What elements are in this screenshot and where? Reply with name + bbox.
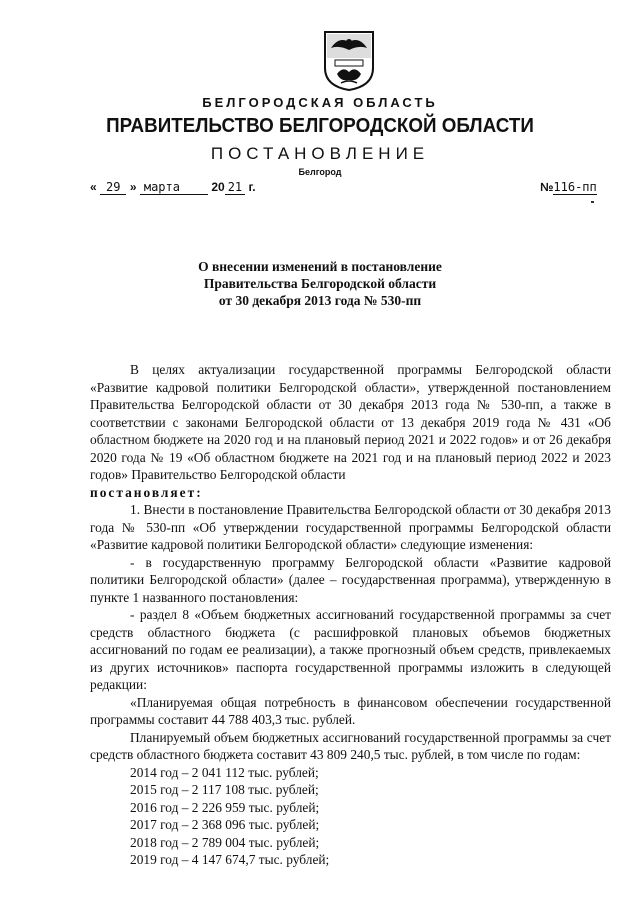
- paragraph-regional-budget: Планируемый объем бюджетных ассигнований государственной программы за счет средств областного бюджета составит 43 809 240,5 тыс. рублей, в том числе по годам:: [90, 729, 611, 762]
- scan-mark: [591, 201, 594, 203]
- year-line: 2017 год – 2 368 096 тыс. рублей;: [130, 817, 320, 832]
- year-line: 2019 год – 4 147 674,7 тыс. рублей;: [130, 852, 330, 867]
- date-year-prefix: 20: [211, 180, 225, 194]
- document-type: ПОСТАНОВЛЕНИЕ: [210, 144, 430, 163]
- date-month: марта: [140, 180, 208, 195]
- government-name: ПРАВИТЕЛЬСТВО БЕЛГОРОДСКОЙ ОБЛАСТИ: [106, 115, 534, 137]
- resolves-word: постановляет:: [90, 484, 203, 500]
- number-prefix: №: [540, 180, 554, 194]
- title-line-2: Правительства Белгородской области: [203, 276, 437, 291]
- title-line-1: О внесении изменений в постановление: [198, 259, 442, 274]
- date-year-suffix: 21: [225, 180, 245, 195]
- date-close-quote: »: [129, 180, 137, 194]
- document-number: [540, 180, 597, 194]
- city-name: Белгород: [298, 167, 342, 177]
- date-year-end: г.: [248, 180, 256, 194]
- year-line: 2014 год – 2 041 112 тыс. рублей;: [130, 764, 319, 780]
- document-title: [0, 258, 640, 309]
- coat-of-arms-icon: [323, 30, 375, 92]
- date-open-quote: «: [90, 180, 97, 194]
- paragraph-program-changes: - в государственную программу Белгородской области «Развитие кадровой политики Белгородской области» (далее – государственная программа), утвержденную в пункте 1 названного постановления:: [90, 554, 611, 605]
- paragraph-total-need: «Планируемая общая потребность в финансовом обеспечении государственной программы составит 44 788 403,3 тыс. рублей.: [90, 694, 611, 727]
- paragraph-item-1: 1. Внести в постановление Правительства Белгородской области от 30 декабря 2013 года № 530-пп «Об утверждении государственной программы Белгородской области «Развитие кадровой политики Белгородской области» следующие изменения:: [90, 502, 611, 552]
- year-line: 2015 год – 2 117 108 тыс. рублей;: [130, 782, 319, 797]
- region-name: БЕЛГОРОДСКАЯ ОБЛАСТЬ: [202, 95, 438, 110]
- date-day: 29: [100, 180, 126, 195]
- document-date: [90, 180, 256, 194]
- year-line: 2016 год – 2 226 959 тыс. рублей;: [130, 799, 320, 815]
- title-line-3: от 30 декабря 2013 года № 530-пп: [218, 293, 422, 308]
- paragraph-section-8: - раздел 8 «Объем бюджетных ассигнований государственной программы за счет средств областного бюджета (с расшифровкой плановых объемов бюджетных ассигнований по годам ее реализации), а также прогнозный объем средств, привлекаемых из других источников» паспорта государственной программы изложить в следующей редакции:: [90, 607, 611, 692]
- paragraph-preamble: В целях актуализации государственной программы Белгородской области «Развитие кадровой политики Белгородской области», утвержденной постановлением Правительства Белгородской области от 30 декабря 2013 года № 530-пп, а также в соответствии с законами Белгородской области от 13 декабря 2019 года № 431 «Об областном бюджете на 2020 год и на плановый период 2021 и 2022 годов» и от 26 декабря 2020 года № 19 «Об областном бюджете на 2021 год и на плановый период 2022 и 2023 годов» Правительство Белгородской области: [90, 362, 611, 482]
- document-body: [90, 361, 611, 869]
- year-line: 2018 год – 2 789 004 тыс. рублей;: [130, 834, 320, 850]
- number-value: 116-пп: [553, 180, 597, 194]
